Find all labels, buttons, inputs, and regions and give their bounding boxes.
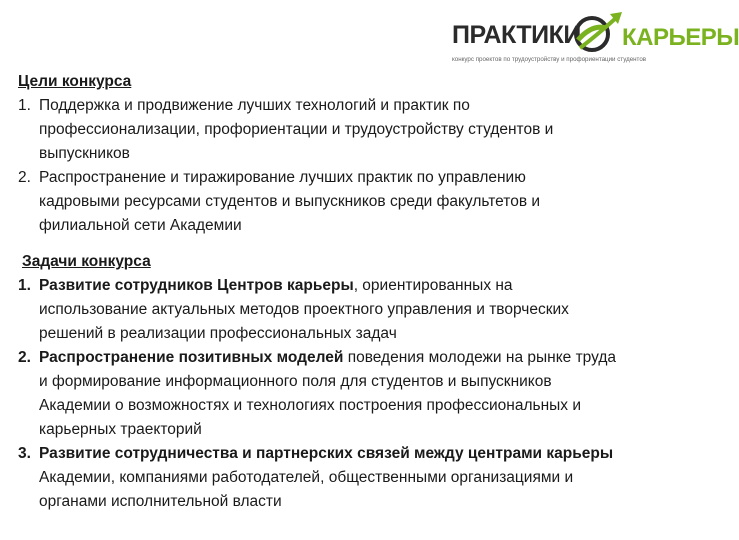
goal-item-1: [18, 94, 718, 166]
task-bold-text: Развитие сотрудничества и партнерских связей между центрами карьеры: [39, 445, 614, 462]
task-line: использование актуальных методов проектного управления и творческих: [39, 301, 569, 318]
task-bold-text: Развитие сотрудников Центров карьеры: [39, 277, 354, 294]
task-first-line: [39, 346, 718, 370]
task-first-line: [39, 442, 718, 466]
task-bold-text: Распространение позитивных моделей: [39, 349, 344, 366]
task-number: 1.: [18, 277, 31, 294]
goal-number: 2.: [18, 169, 31, 186]
task-line: органами исполнительной власти: [39, 493, 282, 510]
tasks-heading: Задачи конкурса: [22, 253, 151, 270]
goal-line: Поддержка и продвижение лучших технологий и практик по: [39, 97, 470, 114]
goal-line: профессионализации, профориентации и трудоустройству студентов и: [39, 121, 554, 138]
task-line: и формирование информационного поля для студентов и выпускников: [39, 373, 552, 390]
task-line: карьерных траекторий: [39, 421, 202, 438]
task-item-2: [18, 346, 718, 442]
task-line: Академии о возможностях и технологиях построения профессиональных и: [39, 397, 582, 414]
logo-tagline: конкурс проектов по трудоустройству и профориентации студентов: [452, 56, 647, 63]
task-first-line: [39, 274, 718, 298]
goal-number: 1.: [18, 97, 31, 114]
task-rest-text: , ориентированных на: [353, 277, 513, 294]
practice-careers-logo: [452, 6, 739, 68]
slide-content: [18, 70, 718, 514]
goal-line: кадровыми ресурсами студентов и выпускников среди факультетов и: [39, 193, 541, 210]
task-line: Академии, компаниями работодателей, общественными организациями и: [39, 469, 574, 486]
goal-line: выпускников: [39, 145, 130, 162]
task-rest-text: поведения молодежи на рынке труда: [343, 349, 617, 366]
goal-line: Распространение и тиражирование лучших практик по управлению: [39, 169, 526, 186]
logo-text-right: КАРЬЕРЫ: [622, 24, 739, 51]
goal-item-2: [18, 166, 718, 238]
goals-heading: Цели конкурса: [18, 73, 132, 90]
task-number: 3.: [18, 445, 31, 462]
task-item-3: [18, 442, 718, 514]
goal-line: филиальной сети Академии: [39, 217, 242, 234]
growth-arrow-icon: [564, 10, 626, 54]
logo-text-left: ПРАКТИКИ: [452, 21, 581, 49]
task-number: 2.: [18, 349, 31, 366]
task-item-1: [18, 274, 718, 346]
task-line: решений в реализации профессиональных задач: [39, 325, 397, 342]
